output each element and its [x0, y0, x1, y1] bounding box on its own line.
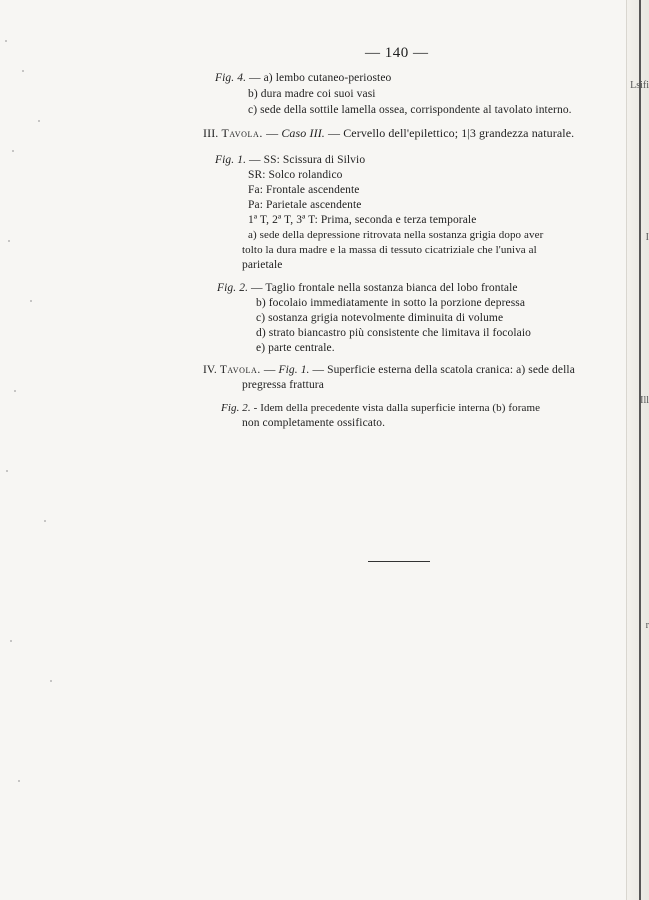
fig2b-line1-text: - Idem della precedente vista dalla superficie interna (b) forame — [253, 402, 541, 414]
scan-speck — [50, 680, 52, 682]
tavola-3-rest: — Cervello dell'epilettico; 1|3 grandezza naturale. — [328, 126, 575, 140]
fig2b-line2: non completamente ossificato. — [242, 417, 386, 429]
scan-speck — [12, 150, 14, 152]
tavola-4-rest: — Superficie esterna della scatola cranica: a) sede della — [312, 364, 575, 376]
fig2-line-b: b) focolaio immediatamente in sotto la porzione depressa — [256, 297, 526, 309]
fig2-line-e: e) parte centrale. — [256, 342, 335, 354]
fig2-line-a — [217, 281, 518, 295]
tavola-4-heading — [203, 363, 575, 377]
fig4-label: Fig. 4. — [215, 72, 247, 84]
scan-speck — [8, 240, 10, 242]
fig1-line-a2: tolto la dura madre e la massa di tessuto cicatriziale che l'univa al — [242, 244, 537, 256]
page-edge-line — [639, 0, 641, 900]
scan-speck — [6, 470, 8, 472]
edge-fragment-2: I — [645, 232, 649, 243]
fig1-line-pa: Pa: Parietale ascendente — [248, 199, 362, 211]
fig2b-label: Fig. 2. — [221, 402, 251, 414]
edge-fragment-1: Lsifi — [630, 80, 649, 91]
fig1-line-sr: SR: Solco rolandico — [248, 169, 343, 181]
fig4-line-a — [215, 71, 391, 85]
scan-speck — [30, 300, 32, 302]
fig4-line-b: b) dura madre coi suoi vasi — [248, 88, 376, 100]
fig1-line-ss — [215, 153, 365, 167]
tavola-3-dash: — — [266, 126, 279, 140]
tavola-4-line2: pregressa frattura — [242, 379, 324, 391]
scan-speck — [5, 40, 7, 42]
fig1-label: Fig. 1. — [215, 154, 247, 166]
tavola-3-word: Tavola. — [221, 126, 263, 140]
edge-fragment-3: Ill — [640, 395, 649, 406]
page-number: — 140 — — [365, 45, 429, 61]
fig4-line-c: c) sede della sottile lamella ossea, corrispondente al tavolato interno. — [248, 104, 572, 116]
fig2-line-d: d) strato biancastro più consistente che limitava il focolaio — [256, 327, 531, 339]
fig4-a-text: — a) lembo cutaneo-periosteo — [249, 72, 392, 84]
fig1-line-a3: parietale — [242, 259, 283, 271]
tavola-4-fig: Fig. 1. — [278, 364, 310, 376]
tavola-4-dash: — — [263, 364, 276, 376]
closing-rule — [368, 561, 430, 562]
scan-speck — [10, 640, 12, 642]
fig1-line-a1: a) sede della depressione ritrovata nella sostanza grigia dopo aver — [248, 229, 544, 241]
fig2b-line1 — [221, 401, 540, 415]
fig1-line-temporale: 1ª T, 2ª T, 3ª T: Prima, seconda e terza temporale — [248, 214, 477, 226]
fig1-line-fa: Fa: Frontale ascendente — [248, 184, 360, 196]
tavola-3-numeral: III. — [203, 126, 219, 140]
fig2-label: Fig. 2. — [217, 282, 249, 294]
tavola-4-numeral: IV. — [203, 364, 217, 376]
scan-speck — [18, 780, 20, 782]
scan-speck — [38, 120, 40, 122]
fig2-a-text: — Taglio frontale nella sostanza bianca del lobo frontale — [251, 282, 518, 294]
page-edge-strip — [626, 0, 649, 900]
scan-speck — [14, 390, 16, 392]
tavola-3-caso: Caso III. — [281, 126, 325, 140]
tavola-3-heading — [203, 126, 574, 140]
scan-speck — [44, 520, 46, 522]
scan-speck — [22, 70, 24, 72]
fig1-ss-text: — SS: Scissura di Silvio — [249, 154, 366, 166]
tavola-4-word: Tavola. — [219, 364, 261, 376]
fig2-line-c: c) sostanza grigia notevolmente diminuita di volume — [256, 312, 504, 324]
edge-fragment-4: r — [645, 620, 649, 631]
